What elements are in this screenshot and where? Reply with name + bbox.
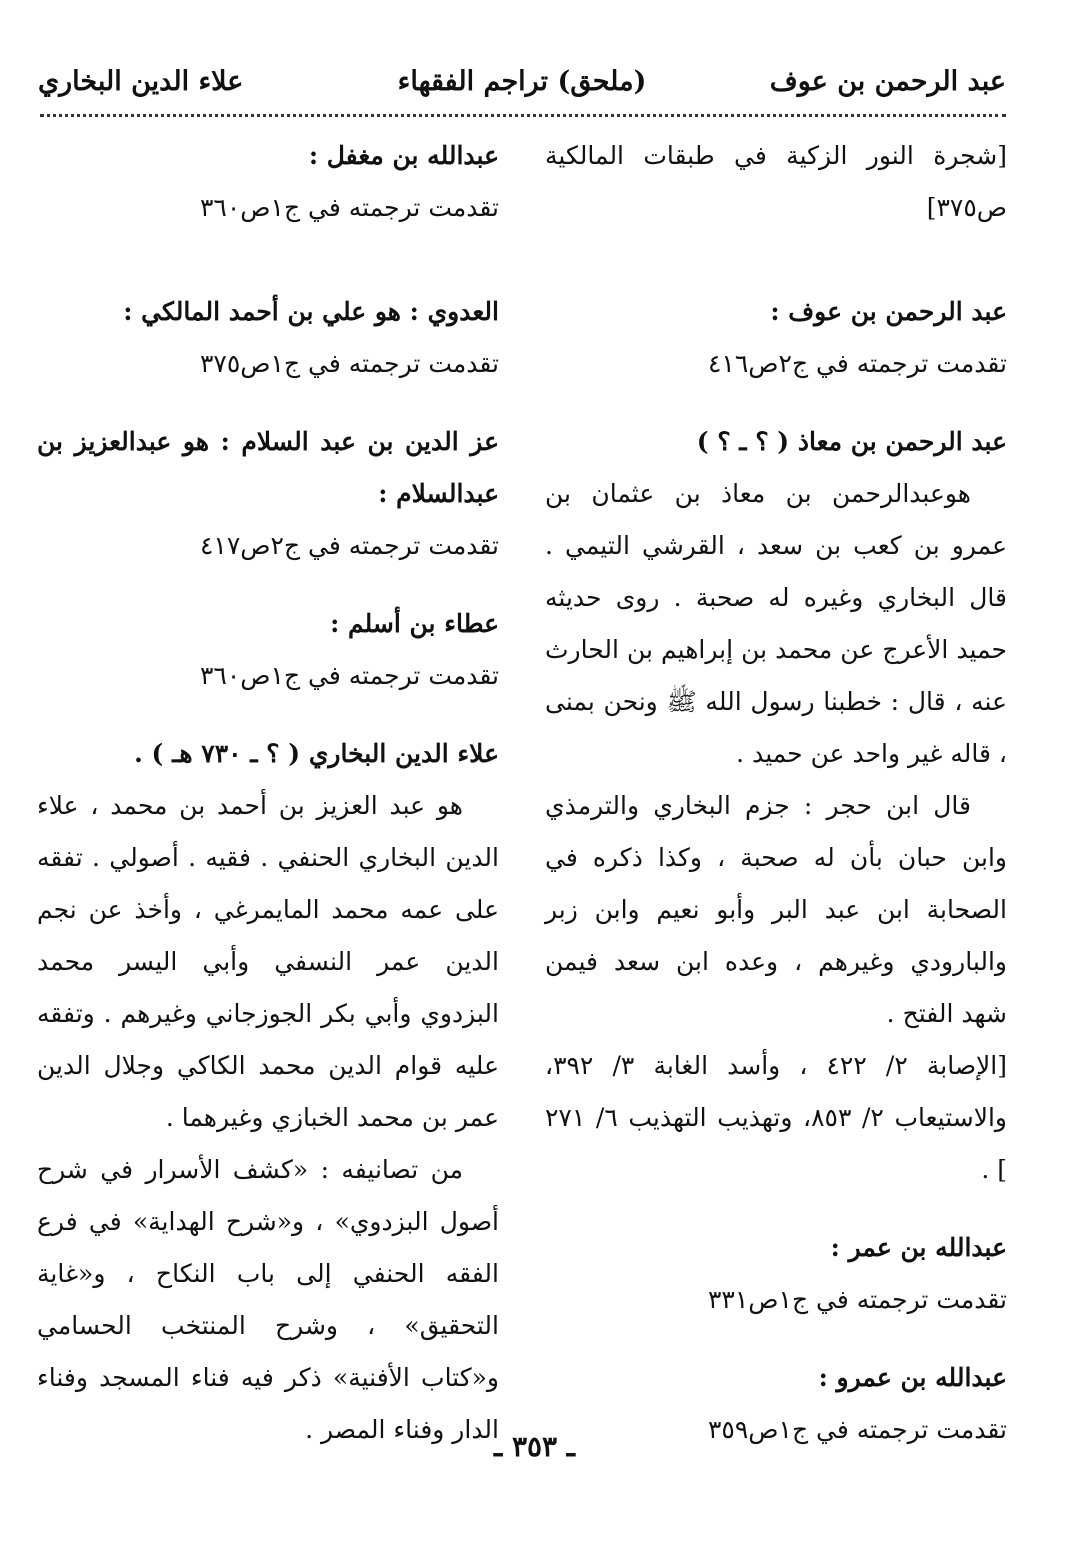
entry-title: عطاء بن أسلم : bbox=[330, 609, 499, 638]
entry-title: عبدالله بن عمرو : bbox=[818, 1363, 1007, 1392]
header-dotted-divider bbox=[40, 114, 1006, 117]
entry-title: عبدالله بن مغفل : bbox=[308, 141, 499, 170]
entry-title: عبدالله بن عمر : bbox=[830, 1233, 1007, 1262]
header-center-title: (ملحق) تراجم الفقهاء bbox=[397, 66, 647, 97]
source-citation: [الإصابة ٢/ ٤٢٢ ، وأسد الغابة ٣/ ٣٩٢، والاستيعاب ٢/ ٨٥٣، وتهذيب التهذيب ٦/ ٢٧١ ] . bbox=[545, 1051, 1008, 1184]
source-citation: [شجرة النور الزكية في طبقات المالكية ص٣٧٥] bbox=[545, 141, 1007, 222]
entry-reference: تقدمت ترجمته في ج٢ص٤١٦ bbox=[707, 349, 1007, 378]
entry-reference: تقدمت ترجمته في ج١ص٣٧٥ bbox=[199, 349, 499, 378]
entry-body: هو عبد العزيز بن أحمد بن محمد ، علاء الدين البخاري الحنفي . فقيه . أصولي . تفقه على عمه محمد المايمرغي ، وأخذ عن نجم الدين عمر النسفي وأبي اليسر محمد البزدوي وأبي بكر الجوزجاني وغيرهم . وتفقه عليه قوام الدين محمد الكاكي وجلال الدين عمر بن محمد الخبازي وغيرهما . bbox=[37, 791, 499, 1132]
entry-reference: تقدمت ترجمته في ج١ص٣٣١ bbox=[707, 1285, 1007, 1314]
entry-title: عبد الرحمن بن عوف : bbox=[770, 297, 1007, 326]
left-column bbox=[37, 130, 499, 1456]
entry-reference: تقدمت ترجمته في ج١ص٣٦٠ bbox=[199, 661, 499, 690]
entry-body: هوعبدالرحمن بن معاذ بن عثمان بن عمرو بن كعب بن سعد ، القرشي التيمي . قال البخاري وغيره له صحبة . روى حديثه حميد الأعرج عن محمد بن إبراهيم بن الحارث عنه ، قال : خطبنا رسول الله ﷺ ونحن بمنى ، قاله غير واحد عن حميد . bbox=[545, 479, 1007, 768]
entry-title: علاء الدين البخاري ( ؟ ـ ٧٣٠ هـ ) . bbox=[134, 739, 499, 768]
entry-title: العدوي : هو علي بن أحمد المالكي : bbox=[123, 297, 499, 326]
header-right-title: عبد الرحمن بن عوف bbox=[769, 66, 1006, 97]
entry-reference: تقدمت ترجمته في ج٢ص٤١٧ bbox=[199, 531, 499, 560]
entry-body: قال ابن حجر : جزم البخاري والترمذي وابن حبان بأن له صحبة ، وكذا ذكره في الصحابة ابن عبد البر وأبو نعيم وابن زبر والبارودي وغيرهم ، وعده ابن سعد فيمن شهد الفتح . bbox=[545, 791, 1007, 1028]
entry-reference: تقدمت ترجمته في ج١ص٣٦٠ bbox=[199, 193, 499, 222]
entry-title: عز الدين بن عبد السلام : هو عبدالعزيز بن عبدالسلام : bbox=[37, 427, 499, 508]
running-header bbox=[38, 66, 1006, 110]
right-column bbox=[545, 130, 1007, 1456]
page-number: ـ ٣٥٣ ـ bbox=[493, 1430, 576, 1463]
entry-title: عبد الرحمن بن معاذ ( ؟ ـ ؟ ) bbox=[696, 427, 1007, 456]
entry-reference: تقدمت ترجمته في ج١ص٣٥٩ bbox=[707, 1415, 1007, 1444]
header-left-title: علاء الدين البخاري bbox=[38, 66, 244, 97]
entry-body: من تصانيفه : «كشف الأسرار في شرح أصول البزدوي» ، و«شرح الهداية» في فرع الفقه الحنفي إلى باب النكاح ، و«غاية التحقيق» ، وشرح المنتخب الحسامي و«كتاب الأفنية» ذكر فيه فناء المسجد وفناء الدار وفناء المصر . bbox=[37, 1155, 499, 1444]
